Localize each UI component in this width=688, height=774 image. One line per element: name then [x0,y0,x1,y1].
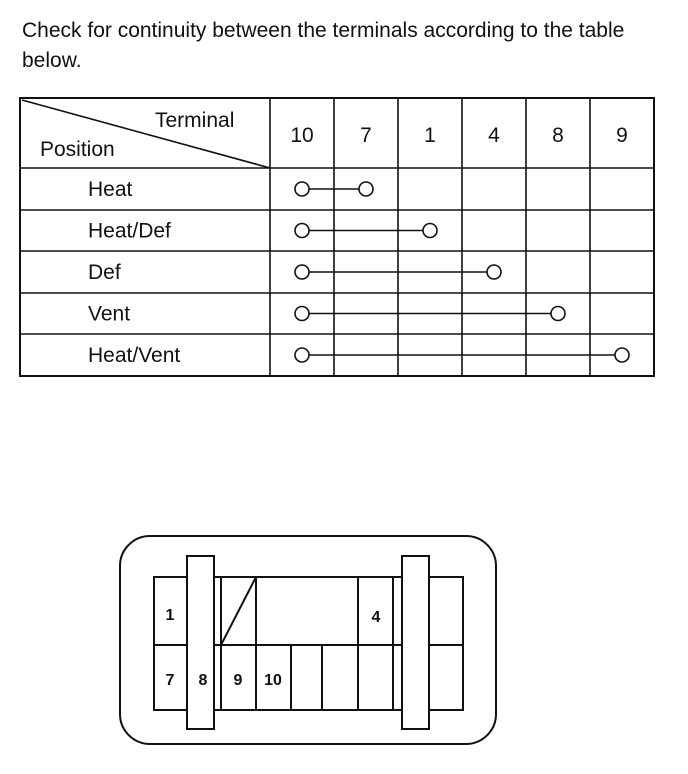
terminal-header-9: 9 [616,124,628,147]
pin-label-9: 9 [233,672,243,689]
pin-label-10: 10 [264,672,282,689]
connector-housing [120,536,496,744]
terminal-header-4: 4 [488,124,500,147]
cavity-diagonal [221,577,256,645]
terminal-header-7: 7 [360,124,372,147]
terminal-header-1: 1 [424,124,436,147]
position-label: Def [88,261,121,284]
terminal-header-8: 8 [552,124,564,147]
position-label: Heat [88,178,133,201]
position-label: Vent [88,302,131,326]
header-terminal-label: Terminal [155,109,235,132]
terminal-header-10: 10 [290,124,314,147]
header-position-label: Position [40,138,115,161]
pin-label-4: 4 [371,609,381,626]
locking-tab-right [402,556,429,729]
position-label: Heat/Def [88,219,171,243]
pin-label-8: 8 [198,672,208,689]
pin-label-7: 7 [165,672,175,689]
locking-tab-left [187,556,214,729]
position-label: Heat/Vent [88,344,181,367]
instruction-text: Check for continuity between the terminals according to the table below. [22,19,625,72]
pin-label-1: 1 [165,607,175,624]
